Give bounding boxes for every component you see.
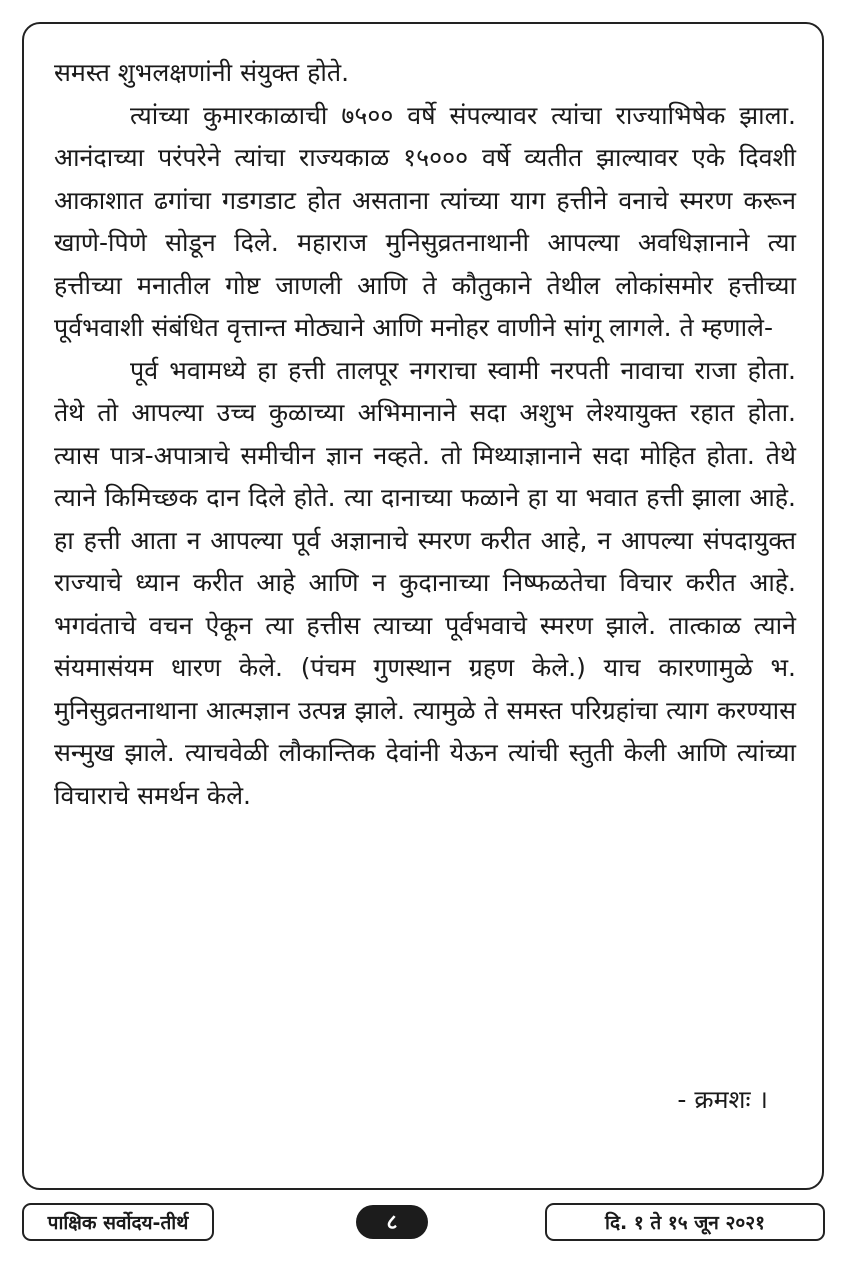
article-body bbox=[54, 52, 796, 817]
continued-marker: - क्रमशः । bbox=[677, 1085, 768, 1114]
page-number-badge: ८ bbox=[356, 1205, 428, 1239]
article-paragraph: त्यांच्या कुमारकाळाची ७५०० वर्षे संपल्यावर त्यांचा राज्याभिषेक झाला. आनंदाच्या परंपरेने त्यांचा राज्यकाळ १५००० वर्षे व्यतीत झाल्यावर एके दिवशी आकाशात ढगांचा गडगडाट होत असताना त्यांच्या याग हत्तीने वनाचे स्मरण करून खाणे-पिणे सोडून दिले. महाराज मुनिसुव्रतनाथानी आपल्या अवधिज्ञानाने त्या हत्तीच्या मनातील गोष्ट जाणली आणि ते कौतुकाने तेथील लोकांसमोर हत्तीच्या पूर्वभवाशी संबंधित वृत्तान्त मोठ्याने आणि मनोहर वाणीने सांगू लागले. ते म्हणाले- bbox=[54, 100, 796, 342]
article-paragraph: समस्त शुभलक्षणांनी संयुक्त होते. bbox=[54, 58, 350, 87]
issue-date-box: दि. १ ते १५ जून २०२१ bbox=[545, 1203, 825, 1241]
publication-name-box: पाक्षिक सर्वोदय-तीर्थ bbox=[22, 1203, 214, 1241]
article-paragraph: पूर्व भवामध्ये हा हत्ती तालपूर नगराचा स्वामी नरपती नावाचा राजा होता. तेथे तो आपल्या उच्च कुळाच्या अभिमानाने सदा अशुभ लेश्यायुक्त रहात होता. त्यास पात्र-अपात्राचे समीचीन ज्ञान नव्हते. तो मिथ्याज्ञानाने सदा मोहित होता. तेथे त्याने किमिच्छक दान दिले होते. त्या दानाच्या फळाने हा या भवात हत्ती झाला आहे. हा हत्ती आता न आपल्या पूर्व अज्ञानाचे स्मरण करीत आहे, न आपल्या संपदायुक्त राज्याचे ध्यान करीत आहे आणि न कुदानाच्या निष्फळतेचा विचार करीत आहे. भगवंताचे वचन ऐकून त्या हत्तीस त्याच्या पूर्वभवाचे स्मरण झाले. तात्काळ त्याने संयमासंयम धारण केले. (पंचम गुणस्थान ग्रहण केले.) याच कारणामुळे भ. मुनिसुव्रतनाथाना आत्मज्ञान उत्पन्न झाले. त्यामुळे ते समस्त परिग्रहांचा त्याग करण्यास सन्मुख झाले. त्याचवेळी लौकान्तिक देवांनी येऊन त्यांची स्तुती केली आणि त्यांच्या विचाराचे समर्थन केले. bbox=[54, 355, 796, 810]
